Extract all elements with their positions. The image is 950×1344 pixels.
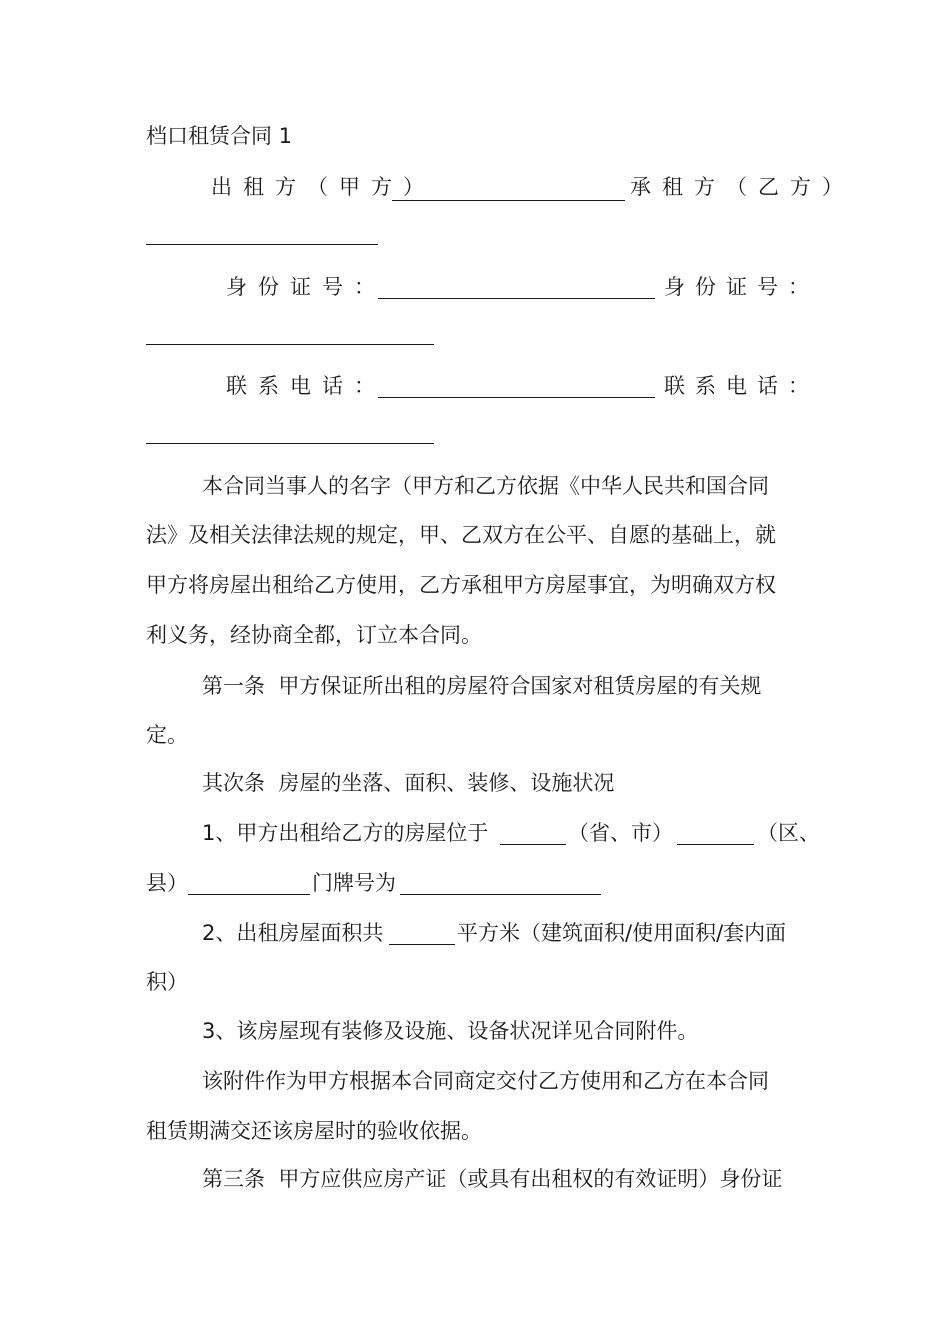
lessor-blank <box>392 200 625 201</box>
item2-part-a: 2、出租房屋面积共 <box>202 921 384 945</box>
article1-line-2: 定。 <box>146 723 188 747</box>
annex-line-1: 该附件作为甲方根据本合同商定交付乙方使用和乙方在本合同 <box>202 1069 769 1093</box>
document-title: 档口租赁合同 1 <box>146 124 293 148</box>
id-label-left: 身份证号： <box>226 275 386 299</box>
item3-line: 3、该房屋现有装修及设施、设备状况详见合同附件。 <box>202 1019 699 1043</box>
lessee-blank <box>146 244 378 245</box>
phone-blank-left <box>378 397 655 398</box>
item1-county-blank <box>188 894 310 895</box>
item1-part-b: （省、市） <box>568 821 673 845</box>
id-label-right: 身份证号： <box>664 275 819 299</box>
id-blank-right <box>146 344 434 345</box>
preamble-line-1: 本合同当事人的名字（甲方和乙方依据《中华人民共和国合同 <box>202 474 769 498</box>
preamble-line-2: 法》及相关法律法规的规定，甲、乙双方在公平、自愿的基础上，就 <box>146 523 776 547</box>
phone-label-left: 联系电话： <box>226 374 386 398</box>
item2-area-blank <box>389 944 455 945</box>
phone-blank-right <box>146 443 434 444</box>
article2-heading: 其次条 房屋的坐落、面积、装修、设施状况 <box>202 771 615 795</box>
item2-part-b: 平方米（建筑面积/使用面积/套内面 <box>457 921 787 945</box>
item2-part-c: 积） <box>146 970 188 994</box>
article1-line-1: 第一条 甲方保证所出租的房屋符合国家对租赁房屋的有关规 <box>202 674 762 698</box>
annex-line-2: 租赁期满交还该房屋时的验收依据。 <box>146 1119 482 1143</box>
preamble-line-4: 利义务，经协商全都，订立本合同。 <box>146 623 482 647</box>
item1-number-blank <box>400 894 601 895</box>
item1-part-a: 1、甲方出租给乙方的房屋位于 <box>202 821 489 845</box>
item1-part-e: 门牌号为 <box>312 871 396 895</box>
lessor-label: 出租方（甲方） <box>211 175 435 199</box>
preamble-line-3: 甲方将房屋出租给乙方使用，乙方承租甲方房屋事宜，为明确双方权 <box>146 573 776 597</box>
id-blank-left <box>378 298 655 299</box>
item1-part-d: 县） <box>146 871 188 895</box>
phone-label-right: 联系电话： <box>664 374 819 398</box>
item1-province-blank <box>500 844 566 845</box>
item1-part-c: （区、 <box>757 821 820 845</box>
item1-district-blank <box>677 844 754 845</box>
lessee-label: 承租方（乙方） <box>630 175 854 199</box>
article3-line-1: 第三条 甲方应供应房产证（或具有出租权的有效证明）身份证 <box>202 1167 783 1191</box>
